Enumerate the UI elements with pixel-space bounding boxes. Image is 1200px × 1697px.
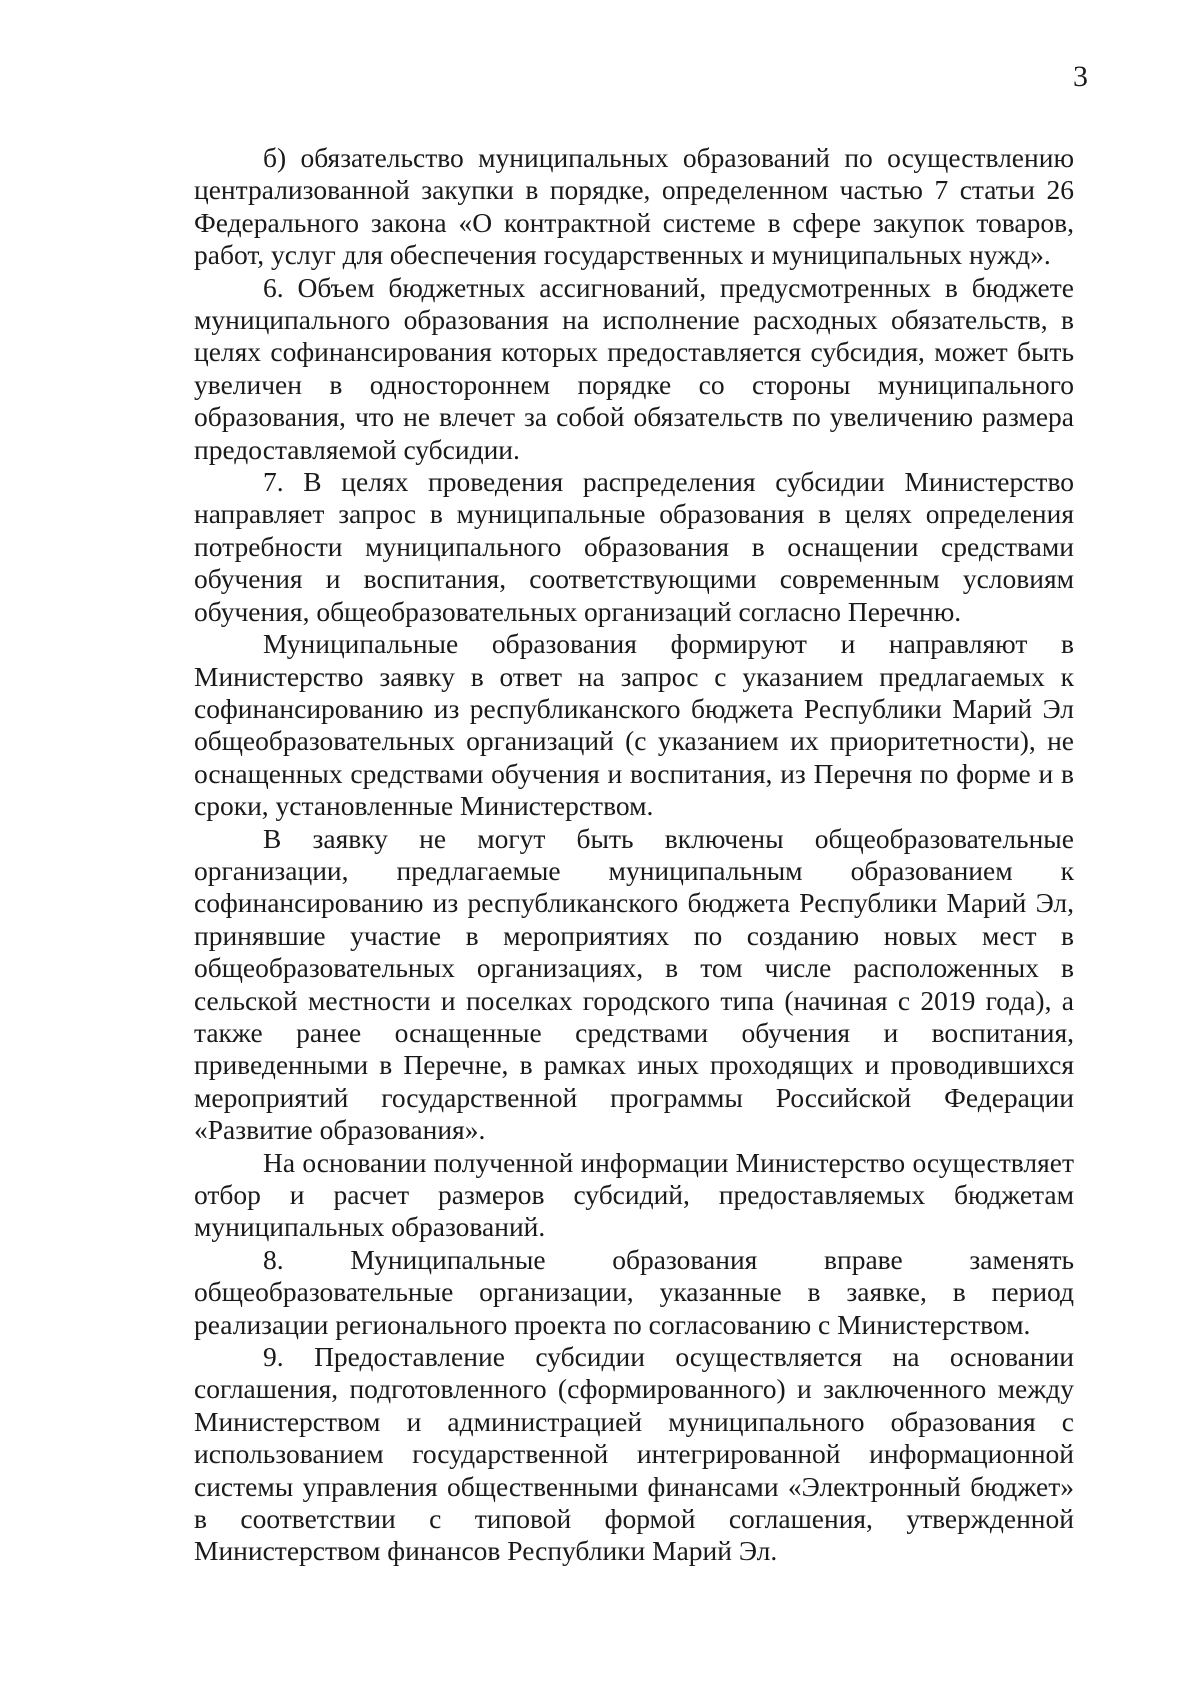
paragraph-exclusions: В заявку не могут быть включены общеобразовательные организации, предлагаемые муниципальным образованием к софинансированию из республиканского бюджета Республики Марий Эл, принявшие участие в мероприятиях по созданию новых мест в общеобразовательных организациях, в том числе расположенных в сельской местности и поселках городского типа (начиная с 2019 года), а также ранее оснащенные средствами обучения и воспитания, приведенными в Перечне, в рамках иных проходящих и проводившихся мероприятий государственной программы Российской Федерации «Развитие образования». xyxy=(194,822,1074,1146)
paragraph-6-budget-allocations: 6. Объем бюджетных ассигнований, предусмотренных в бюджете муниципального образования на исполнение расходных обязательств, в целях софинансирования которых предоставляется субсидия, может быть увеличен в одностороннем порядке со стороны муниципального образования, что не влечет за собой обязательств по увеличению размера предоставляемой субсидии. xyxy=(194,271,1074,465)
paragraph-selection: На основании полученной информации Министерство осуществляет отбор и расчет размеров субсидий, предоставляемых бюджетам муниципальных образований. xyxy=(194,1146,1074,1243)
paragraph-9-agreement: 9. Предоставление субсидии осуществляется на основании соглашения, подготовленного (сформированного) и заключенного между Министерством и администрацией муниципального образования с использованием государственной интегрированной информационной системы управления общественными финансами «Электронный бюджет» в соответствии с типовой формой соглашения, утвержденной Министерством финансов Республики Марий Эл. xyxy=(194,1341,1074,1567)
paragraph-7-distribution: 7. В целях проведения распределения субсидии Министерство направляет запрос в муниципальные образования в целях определения потребности муниципального образования в оснащении средствами обучения и воспитания, соответствующими современным условиям обучения, общеобразовательных организаций согласно Перечню. xyxy=(194,466,1074,627)
document-body xyxy=(194,142,1074,1568)
paragraph-8-replacement: 8. Муниципальные образования вправе заменять общеобразовательные организации, указанные в заявке, в период реализации регионального проекта по согласованию с Министерством. xyxy=(194,1243,1074,1340)
paragraph-obligation-b: б) обязательство муниципальных образований по осуществлению централизованной закупки в порядке, определенном частью 7 статьи 26 Федерального закона «О контрактной системе в сфере закупок товаров, работ, услуг для обеспечения государственных и муниципальных нужд». xyxy=(194,142,1074,271)
paragraph-municipal-application: Муниципальные образования формируют и направляют в Министерство заявку в ответ на запрос с указанием предлагаемых к софинансированию из республиканского бюджета Республики Марий Эл общеобразовательных организаций (с указанием их приоритетности), не оснащенных средствами обучения и воспитания, из Перечня по форме и в сроки, установленные Министерством. xyxy=(194,628,1074,822)
page-number: 3 xyxy=(1073,60,1088,93)
